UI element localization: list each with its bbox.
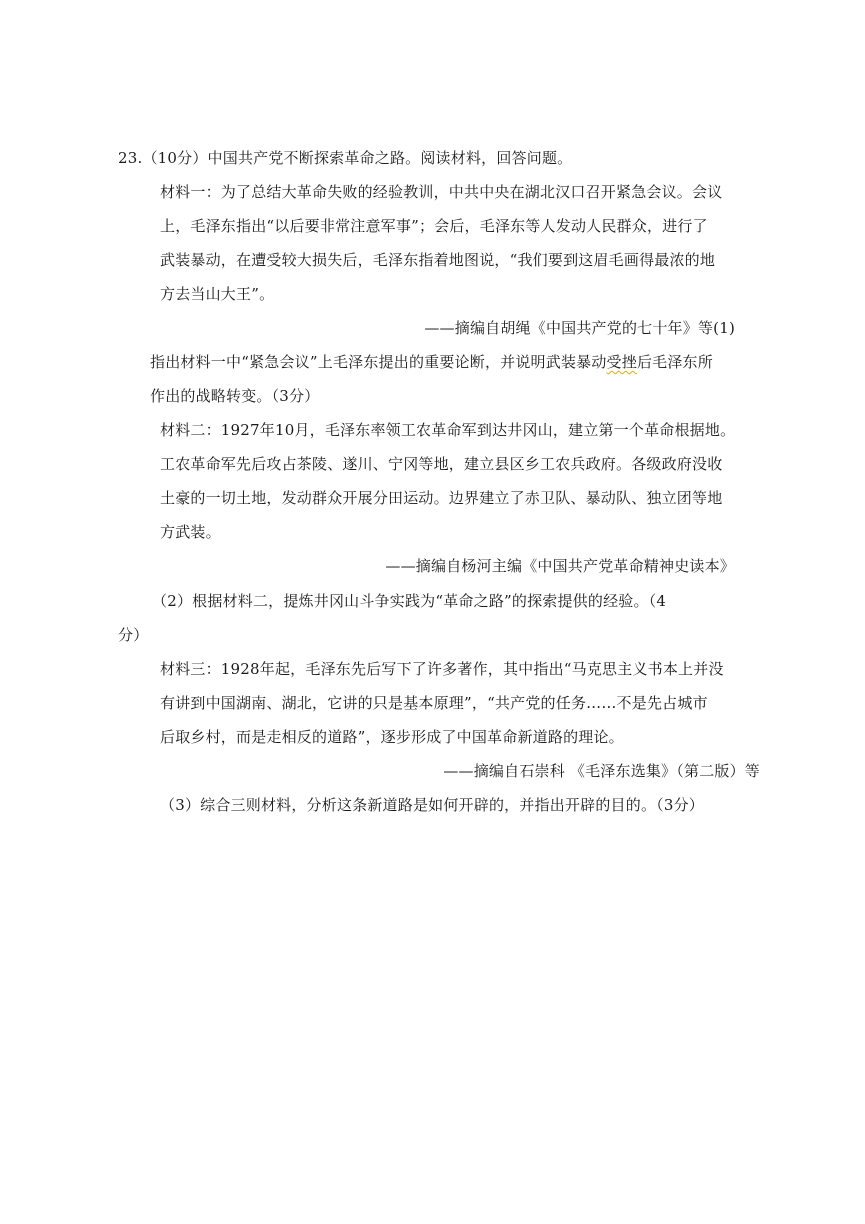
material2-line-3: 土豪的一切土地，发动群众开展分田运动。边界建立了赤卫队、暴动队、独立团等地	[160, 489, 723, 507]
material2-source: ——摘编自杨河主编《中国共产党革命精神史读本》	[385, 557, 735, 575]
material1-line-3: 武装暴动，在遭受较大损失后，毛泽东指着地图说，“我们要到这眉毛画得最浓的地	[160, 251, 716, 269]
material2-line-4: 方武装。	[160, 523, 221, 541]
material1-line-4: 方去当山大王”。	[160, 285, 275, 303]
q1-line-1-highlight: 受挫	[606, 353, 637, 371]
question-header: 23.（10分）中国共产党不断探索革命之路。阅读材料，回答问题。	[118, 149, 573, 167]
material3-line-3: 后取乡村，而是走相反的道路”，逐步形成了中国革命新道路的理论。	[160, 728, 624, 746]
material2-line-2: 工农革命军先后攻占茶陵、遂川、宁冈等地，建立县区乡工农兵政府。各级政府没收	[160, 455, 723, 473]
q1-line-1-part-1: 指出材料一中“紧急会议”上毛泽东提出的重要论断，并说明武装暴动	[150, 353, 607, 371]
material1-source: ——摘编自胡绳《中国共产党的七十年》等(1)	[424, 319, 735, 337]
q2-line-1: （2）根据材料二，提炼井冈山斗争实践为“革命之路”的探索提供的经验。（4	[152, 592, 667, 610]
material3-line-2: 有讲到中国湖南、湖北，它讲的只是基本原理”，“共产党的任务……不是先占城市	[160, 694, 708, 712]
q1-line-1-part-3: 后毛泽东所	[636, 353, 713, 371]
material1-line-2: 上，毛泽东指出“以后要非常注意军事”；会后，毛泽东等人发动人民群众，进行了	[160, 217, 708, 235]
q1-line-2: 作出的战略转变。（3分）	[150, 387, 320, 405]
material3-line-1: 材料三：1928年起，毛泽东先后写下了许多著作，其中指出“马克思主义书本上并没	[160, 660, 724, 678]
material2-line-1: 材料二：1927年10月，毛泽东率领工农革命军到达井冈山，建立第一个革命根据地。	[160, 421, 736, 439]
q3-line-1: （3）综合三则材料，分析这条新道路是如何开辟的，并指出开辟的目的。（3分）	[160, 796, 704, 814]
material3-source: ——摘编自石崇科 《毛泽东选集》（第二版）等	[443, 762, 760, 780]
q2-line-2: 分）	[118, 626, 149, 644]
material1-line-1: 材料一：为了总结大革命失败的经验教训，中共中央在湖北汉口召开紧急会议。会议	[160, 183, 723, 201]
q1-line-1	[150, 352, 713, 372]
